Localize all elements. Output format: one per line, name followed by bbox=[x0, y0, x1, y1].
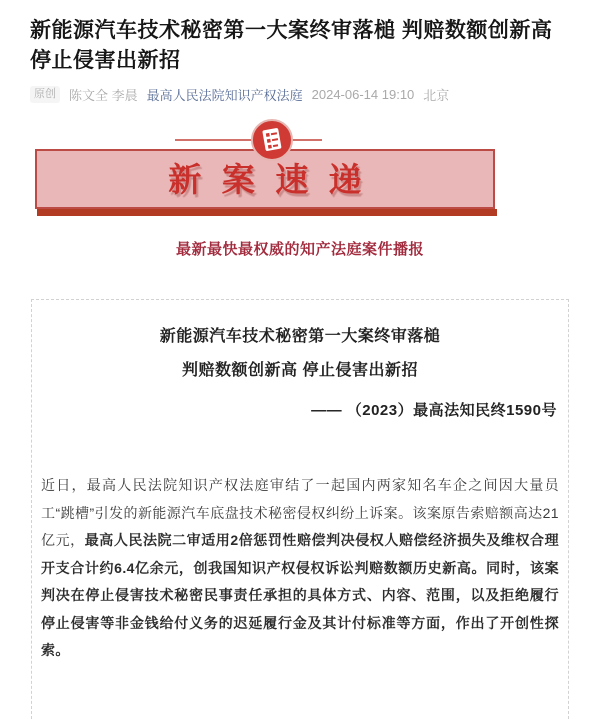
banner-title: 新案速递 bbox=[168, 160, 383, 198]
case-box-title-line2: 判赔数额创新高 停止侵害出新招 bbox=[182, 362, 418, 379]
account-name-link[interactable]: 最高人民法院知识产权法庭 bbox=[146, 88, 303, 103]
banner-divider-line bbox=[175, 139, 322, 141]
banner-base-bar bbox=[37, 209, 497, 216]
banner-subtitle: 最新最快最权威的知产法庭案件播报 bbox=[175, 241, 424, 258]
author-names: 陈文全 李晨 bbox=[69, 88, 138, 103]
paragraph-normal-text: 近日，最高人民法院知识产权法庭审结了一起国内两家知名车企之间因大量员工“跳槽”引发的新能源汽车底盘技术秘密侵权纠纷上诉案。该案原告索赔额高达21亿元， bbox=[41, 477, 559, 548]
publish-location: 北京 bbox=[423, 88, 450, 103]
paragraph-bold-text: 最高人民法院二审适用2倍惩罚性赔偿判决侵权人赔偿经济损失及维权合理开支合计约6.4亿余元，创我国知识产权侵权诉讼判赔数额历史新高。同时，该案判决在停止侵害技术秘密民事责任承担的具体方式、内容、范围，以及拒绝履行停止侵害等非金钱给付义务的迟延履行金及其计付标准等方面，作出了开创性探索。 bbox=[41, 532, 560, 658]
new-case-express-banner bbox=[0, 116, 600, 216]
case-box-title-line1: 新能源汽车技术秘密第一大案终审落槌 bbox=[159, 328, 441, 345]
article-title: 新能源汽车技术秘密第一大案终审落槌 判赔数额创新高 停止侵害出新招 bbox=[30, 19, 553, 72]
case-paragraph bbox=[41, 472, 559, 665]
case-summary-box bbox=[31, 299, 569, 719]
byline bbox=[30, 85, 570, 104]
case-number: —— （2023）最高法知民终1590号 bbox=[311, 402, 557, 419]
publish-datetime: 2024-06-14 19:10 bbox=[311, 87, 415, 102]
original-badge: 原创 bbox=[30, 86, 60, 103]
document-badge-icon bbox=[250, 118, 294, 167]
